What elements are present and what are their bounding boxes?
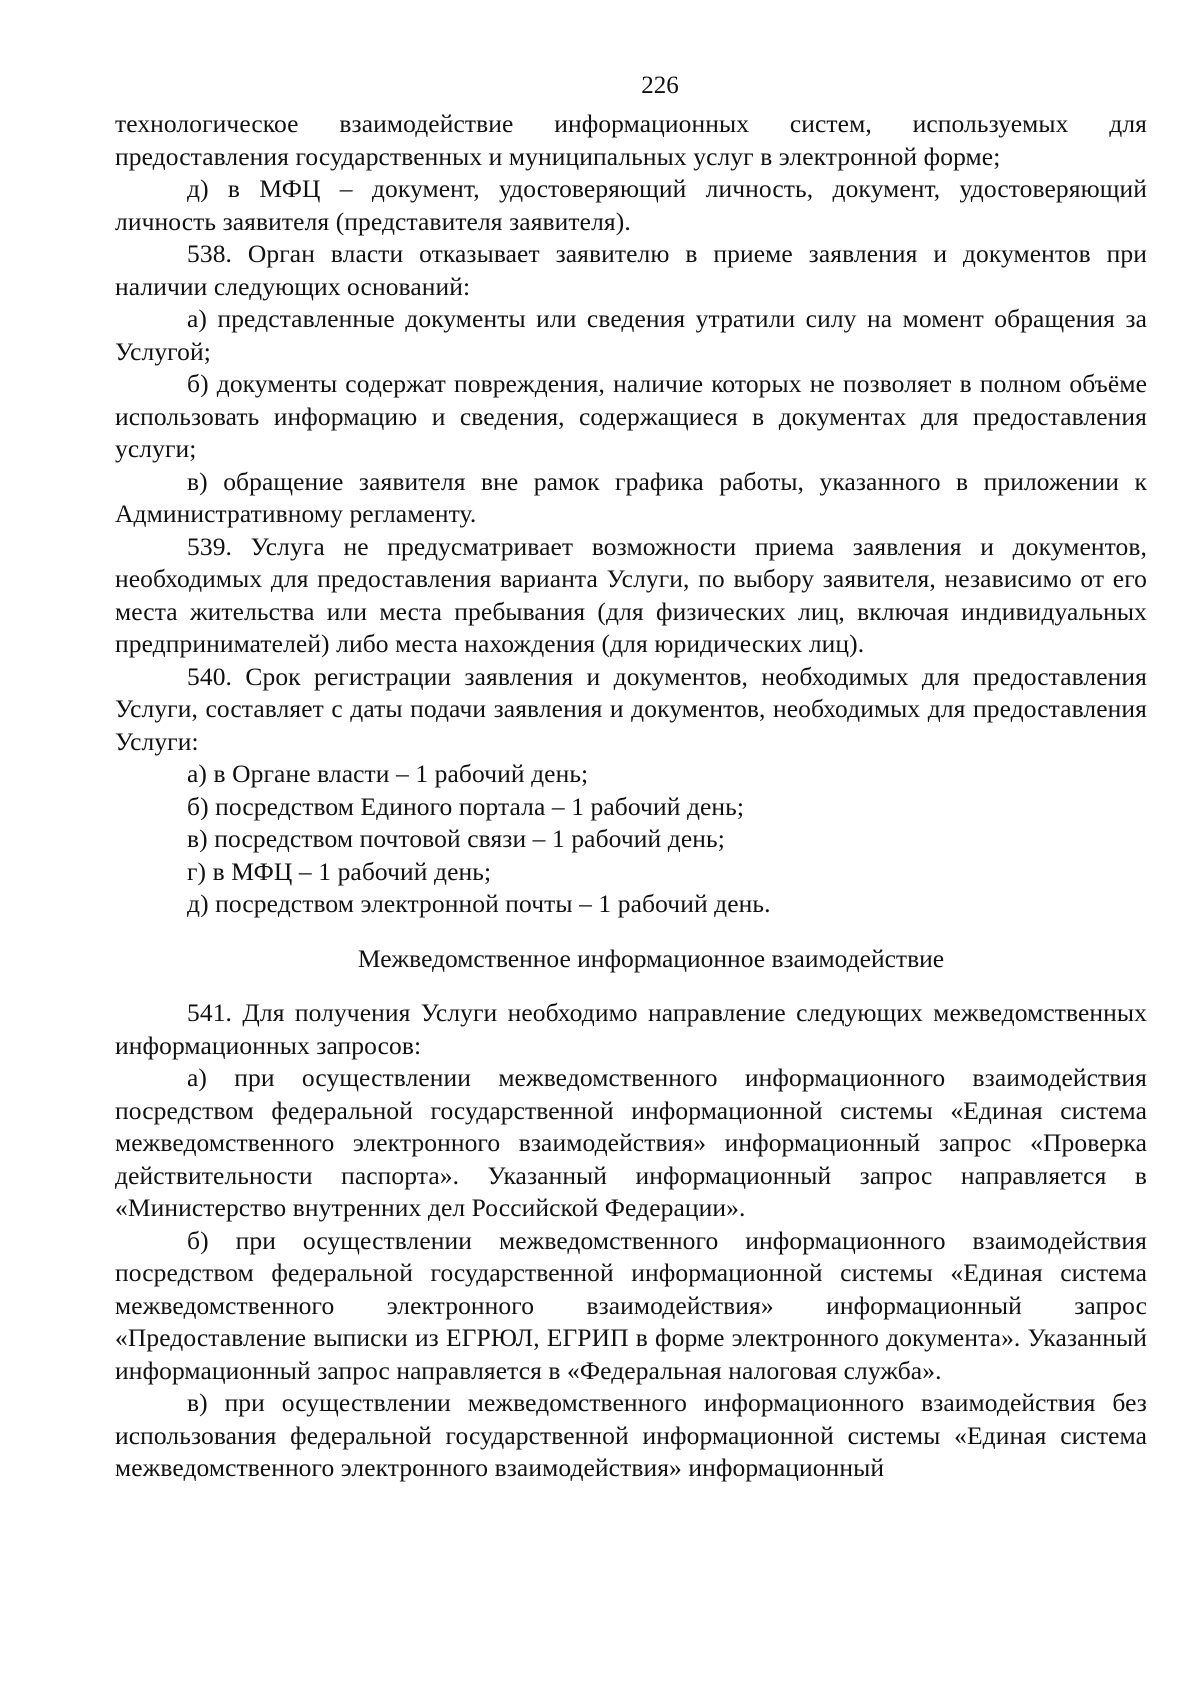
- section-heading: Межведомственное информационное взаимодействие: [357, 943, 945, 973]
- paragraph-541-a: а) при осуществлении межведомственного информационного взаимодействия посредством федеральной государственной информационной системы «Единая система межведомственного электронного взаимодействия» информационный запрос «Проверка действительности паспорта». Указанный информационный запрос направляется в «Министерство внутренних дел Российской Федерации».: [115, 1063, 1147, 1222]
- paragraph-540-g: г) в МФЦ – 1 рабочий день;: [187, 856, 492, 886]
- paragraph-538: 538. Орган власти отказывает заявителю в приеме заявления и документов при наличии следующих оснований:: [115, 239, 1147, 301]
- document-page: [115, 70, 1147, 1485]
- paragraph-540-d: д) посредством электронной почты – 1 рабочий день.: [187, 889, 771, 918]
- paragraph-540-b: б) посредством Единого портала – 1 рабочий день;: [187, 791, 745, 821]
- paragraph-541-b: б) при осуществлении межведомственного информационного взаимодействия посредством федеральной государственной информационной системы «Единая система межведомственного электронного взаимодействия» информационный запрос «Предоставление выписки из ЕГРЮЛ, ЕГРИП в форме электронного документа». Указанный информационный запрос направляется в «Федеральная налоговая служба».: [115, 1225, 1147, 1385]
- page-number: 226: [641, 72, 679, 99]
- paragraph-538-a: а) представленные документы или сведения утратили силу на момент обращения за Услугой;: [115, 304, 1147, 366]
- paragraph-item-d-mfc: д) в МФЦ – документ, удостоверяющий личность, документ, удостоверяющий личность заявителя (представителя заявителя).: [115, 174, 1147, 236]
- paragraph-540-a: а) в Органе власти – 1 рабочий день;: [187, 759, 589, 788]
- paragraph-538-v: в) обращение заявителя вне рамок графика работы, указанного в приложении к Административному регламенту.: [115, 466, 1147, 528]
- paragraph-539: 539. Услуга не предусматривает возможности приема заявления и документов, необходимых для предоставления варианта Услуги, по выбору заявителя, независимо от его места жительства или места пребывания (для физических лиц, включая индивидуальных предпринимателей) либо места нахождения (для юридических лиц).: [115, 531, 1147, 658]
- paragraph-541: 541. Для получения Услуги необходимо направление следующих межведомственных информационных запросов:: [115, 998, 1147, 1060]
- paragraph-540: 540. Срок регистрации заявления и документов, необходимых для предоставления Услуги, составляет с даты подачи заявления и документов, необходимых для предоставления Услуги:: [115, 661, 1147, 756]
- paragraph-540-v: в) посредством почтовой связи – 1 рабочий день;: [187, 824, 725, 853]
- paragraph-541-v: в) при осуществлении межведомственного информационного взаимодействия без использования федеральной государственной информационной системы «Единая система межведомственного электронного взаимодействия» информационный: [115, 1388, 1147, 1482]
- paragraph-continuation: технологическое взаимодействие информационных систем, используемых для предоставления государственных и муниципальных услуг в электронной форме;: [115, 109, 1147, 171]
- paragraph-538-b: б) документы содержат повреждения, наличие которых не позволяет в полном объёме использовать информацию и сведения, содержащиеся в документах для предоставления услуги;: [115, 369, 1147, 463]
